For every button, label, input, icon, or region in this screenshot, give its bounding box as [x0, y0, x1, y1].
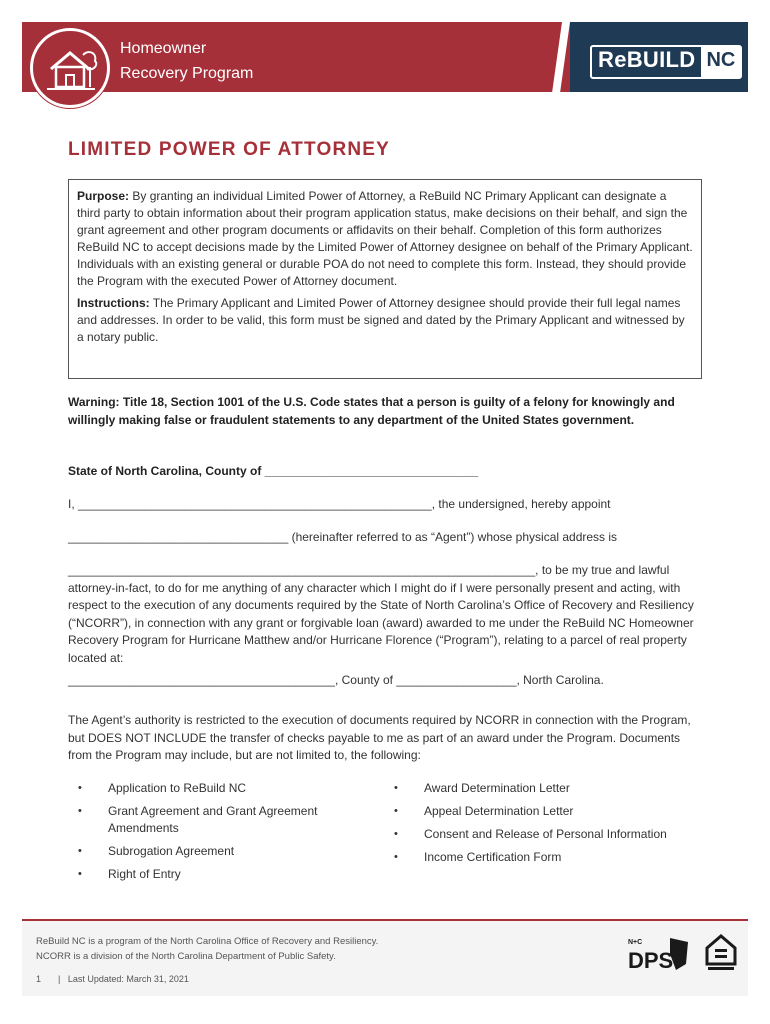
program-title — [120, 36, 253, 86]
list-item: • Right of Entry — [68, 866, 368, 883]
nc-logo-text: NC — [701, 47, 740, 77]
documents-list-left — [68, 780, 368, 889]
last-updated: Last Updated: March 31, 2021 — [67, 974, 189, 984]
equal-housing-icon — [704, 932, 738, 972]
rebuild-logo-text: ReBUILD — [598, 47, 696, 72]
dps-text: DPS — [628, 948, 674, 973]
list-item: • Appeal Determination Letter — [384, 803, 714, 820]
footer-meta — [36, 974, 189, 984]
dps-logo-icon — [626, 934, 690, 974]
list-item: • Award Determination Letter — [384, 780, 714, 797]
instructions-paragraph — [77, 295, 693, 346]
dps-small-text: N+C — [628, 939, 643, 946]
agent-line: _________________________________ (hereinafter referred to as “Agent”) whose physical address is — [68, 530, 618, 544]
document-title: LIMITED POWER OF ATTORNEY — [68, 139, 391, 160]
page-number: 1 — [36, 974, 42, 984]
house-icon — [33, 31, 107, 105]
attorney-paragraph: ______________________________________________________________________, to be my true and lawful attorney-in-fact, to do for me anything of any character which I might do if I were personally present and acting, with respect to the execution of any documents required by the State of North Carolina’s Office of Recovery and Resiliency (“NCORR”), in connection with any grant or forgivable loan (award) awarded to me under the ReBuild NC Homeowner Recovery Program for Hurricane Matthew and/or Hurricane Florence (“Program”), relating to a parcel of real property located at: — [68, 563, 694, 665]
program-title-line2: Recovery Program — [120, 65, 254, 82]
list-item: • Application to ReBuild NC — [68, 780, 368, 797]
list-item: • Consent and Release of Personal Information — [384, 826, 714, 843]
instructions-label: Instructions: — [77, 296, 150, 310]
list-item: • Subrogation Agreement — [68, 843, 368, 860]
footer-text — [36, 934, 378, 964]
state-county-line: State of North Carolina, County of ________________________________ — [68, 464, 479, 478]
list-item: • Grant Agreement and Grant Agreement Amendments — [68, 803, 368, 837]
program-title-line1: Homeowner — [120, 40, 207, 57]
purpose-box — [68, 179, 702, 379]
document-page — [22, 22, 748, 996]
house-logo — [30, 28, 110, 108]
purpose-text: By granting an individual Limited Power of Attorney, a ReBuild NC Primary Applicant can designate a third party to obtain information about their program application status, make decisions on their behalf, and sign the grant agreement and other program documents or affidavits on their behalf. Completion of this form authorizes ReBuild NC to accept decisions made by the Limited Power of Attorney designee on behalf of the Primary Applicant. Individuals with an existing general or durable POA do not need to complete this form. Instead, they should provide the Program with the executed Power of Attorney document. — [77, 189, 693, 288]
warning-text: Warning: Title 18, Section 1001 of the U.S. Code states that a person is guilty of a felony for knowingly and willingly making false or fraudulent statements to any department of the United States government. — [68, 395, 675, 427]
instructions-text: The Primary Applicant and Limited Power of Attorney designee should provide their full legal names and addresses. In order to be valid, this form must be signed and dated by the Primary Applicant and witnessed by a notary public. — [77, 296, 685, 344]
rebuild-nc-logo — [590, 45, 742, 79]
footer-line1: ReBuild NC is a program of the North Carolina Office of Recovery and Resiliency. — [36, 936, 379, 947]
footer-line2: NCORR is a division of the North Carolina Department of Public Safety. — [36, 951, 336, 962]
footer-separator: | — [58, 974, 61, 984]
property-line: ________________________________________, County of __________________, North Carolina. — [68, 673, 604, 687]
documents-list-right — [384, 780, 714, 872]
purpose-label: Purpose: — [77, 189, 130, 203]
appoint-line: I, _____________________________________________________, the undersigned, hereby appoint — [68, 497, 611, 511]
purpose-paragraph — [77, 188, 693, 290]
authority-paragraph: The Agent’s authority is restricted to the execution of documents required by NCORR in connection with the Program, but DOES NOT INCLUDE the transfer of checks payable to me as part of an award under the Program. Documents from the Program may include, but are not limited to, the following: — [68, 713, 691, 762]
list-item: • Income Certification Form — [384, 849, 714, 866]
